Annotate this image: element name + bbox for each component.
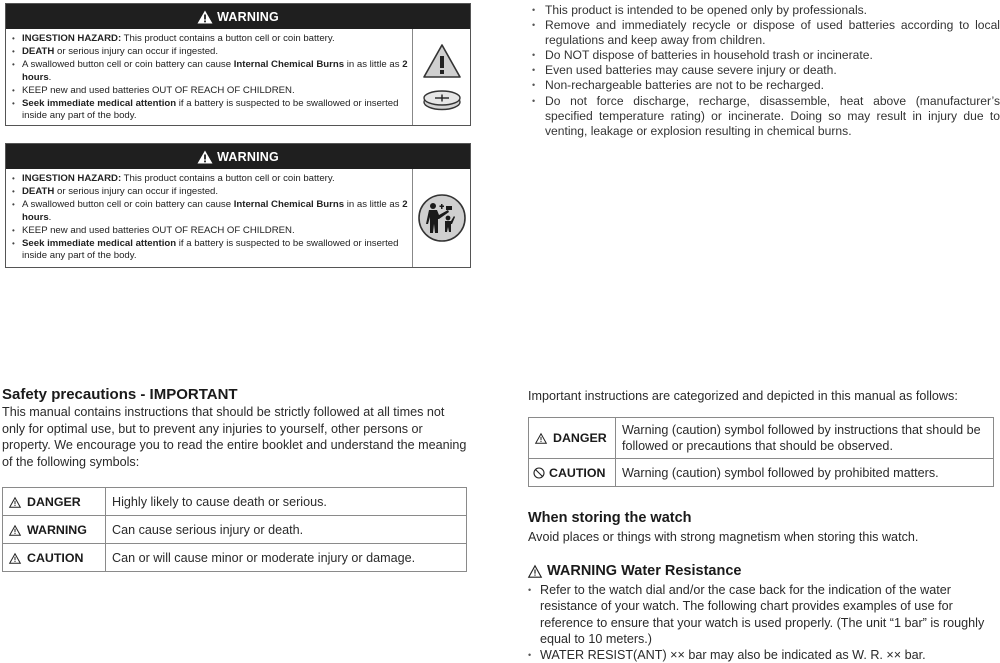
symbol-desc: Can or will cause minor or moderate injury or damage. bbox=[106, 544, 467, 572]
list-item: • Seek immediate medical attention if a battery is suspected to be swallowed or inserted inside any part of the body. bbox=[12, 98, 408, 124]
warning-header-label: WARNING bbox=[217, 149, 279, 164]
warning-triangle-icon bbox=[9, 553, 21, 564]
list-item: • Remove and immediately recycle or dispose of used batteries according to local regulations and keep away from children. bbox=[528, 18, 1000, 48]
safety-title: Safety precautions - IMPORTANT bbox=[2, 386, 238, 403]
table-row bbox=[3, 488, 467, 516]
battery-notes-list bbox=[528, 3, 1000, 139]
table-row bbox=[529, 459, 994, 487]
water-list bbox=[528, 582, 998, 663]
list-item: • A swallowed button cell or coin battery can cause Internal Chemical Burns in as little as 2 hours. bbox=[12, 199, 408, 225]
prohibited-icon bbox=[533, 467, 545, 479]
list-item: • A swallowed button cell or coin battery can cause Internal Chemical Burns in as little as 2 hours. bbox=[12, 59, 408, 85]
symbol-desc: Highly likely to cause death or serious. bbox=[106, 488, 467, 516]
table-row bbox=[3, 544, 467, 572]
instructions-table bbox=[528, 417, 994, 487]
warning-box-battery bbox=[5, 3, 471, 126]
safety-intro: This manual contains instructions that should be strictly followed at all times not only for optimal use, but to prevent any injuries to yourself, other persons or property. We encourage you to read the entire booklet and understand the meaning of the following symbols: bbox=[2, 405, 467, 469]
list-item: • KEEP new and used batteries OUT OF REACH OF CHILDREN. bbox=[12, 85, 408, 98]
instruction-label: DANGER bbox=[553, 431, 607, 445]
storing-title: When storing the watch bbox=[528, 510, 692, 526]
instruction-desc: Warning (caution) symbol followed by prohibited matters. bbox=[616, 459, 994, 487]
warning-header-label: WARNING bbox=[217, 9, 279, 24]
warning-triangle-icon bbox=[535, 433, 547, 444]
list-item: • DEATH or serious injury can occur if ingested. bbox=[12, 186, 408, 199]
list-item: • KEEP new and used batteries OUT OF REACH OF CHILDREN. bbox=[12, 225, 408, 238]
list-item: • Seek immediate medical attention if a battery is suspected to be swallowed or inserted inside any part of the body. bbox=[12, 238, 408, 264]
list-item: • Do not force discharge, recharge, disassemble, heat above (manufacturer’s specified temperature rating) or incinerate. Doing so may result in injury due to venting, leakage or explosion resulting in chemical burns. bbox=[528, 94, 1000, 139]
list-item: • Non-rechargeable batteries are not to be recharged. bbox=[528, 78, 1000, 93]
list-item: • DEATH or serious injury can occur if ingested. bbox=[12, 46, 408, 59]
warning-list bbox=[6, 29, 412, 125]
warning-icons bbox=[412, 29, 470, 125]
list-item: • INGESTION HAZARD: This product contains a button cell or coin battery. bbox=[12, 173, 408, 186]
water-title-label: WARNING Water Resistance bbox=[547, 563, 742, 579]
table-row bbox=[3, 516, 467, 544]
warning-list bbox=[6, 169, 412, 267]
list-item: • This product is intended to be opened only by professionals. bbox=[528, 3, 1000, 18]
warning-triangle-icon bbox=[9, 497, 21, 508]
warning-triangle-icon bbox=[9, 525, 21, 536]
warning-triangle-icon bbox=[528, 565, 542, 578]
symbols-table bbox=[2, 487, 467, 572]
warning-triangle-icon bbox=[422, 43, 462, 79]
list-item: • Do NOT dispose of batteries in household trash or incinerate. bbox=[528, 48, 1000, 63]
keep-away-from-children-icon bbox=[417, 193, 467, 243]
coin-battery-icon bbox=[422, 89, 462, 111]
warning-box-children bbox=[5, 143, 471, 268]
symbol-desc: Can cause serious injury or death. bbox=[106, 516, 467, 544]
symbol-label: WARNING bbox=[27, 522, 87, 537]
instructions-intro: Important instructions are categorized and depicted in this manual as follows: bbox=[528, 389, 958, 403]
storing-text: Avoid places or things with strong magnetism when storing this watch. bbox=[528, 530, 919, 544]
warning-header bbox=[6, 144, 470, 169]
instruction-desc: Warning (caution) symbol followed by instructions that should be followed or precautions that should be observed. bbox=[616, 418, 994, 459]
symbol-label: DANGER bbox=[27, 494, 81, 509]
list-item: • WATER RESIST(ANT) ×× bar may also be indicated as W. R. ×× bar. bbox=[528, 647, 998, 663]
warning-header bbox=[6, 4, 470, 29]
water-title bbox=[528, 563, 741, 579]
list-item: • INGESTION HAZARD: This product contains a button cell or coin battery. bbox=[12, 33, 408, 46]
instruction-label: CAUTION bbox=[549, 465, 606, 480]
symbol-label: CAUTION bbox=[27, 550, 84, 565]
warning-triangle-icon bbox=[197, 150, 213, 164]
table-row bbox=[529, 418, 994, 459]
warning-icons bbox=[412, 169, 470, 267]
list-item: • Refer to the watch dial and/or the case back for the indication of the water resistance of your watch. The following chart provides examples of use for reference to ensure that your watch is used properly. (The unit “1 bar” is roughly equal to 10 meters.) bbox=[528, 582, 998, 647]
warning-triangle-icon bbox=[197, 10, 213, 24]
list-item: • Even used batteries may cause severe injury or death. bbox=[528, 63, 1000, 78]
